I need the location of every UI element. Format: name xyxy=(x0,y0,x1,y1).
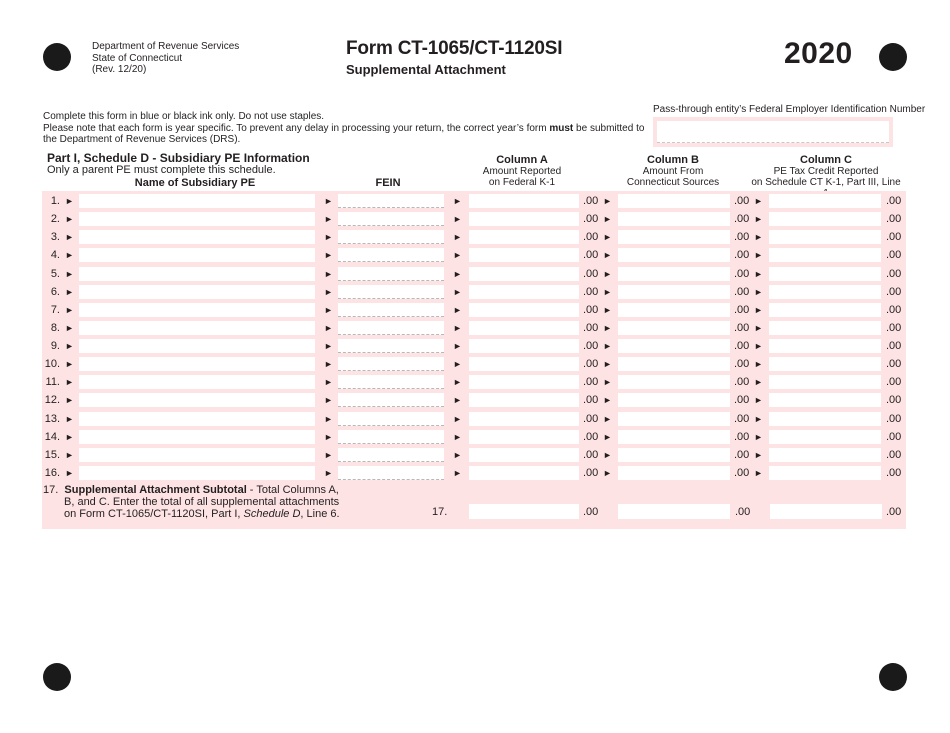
arrow-icon: ► xyxy=(65,269,74,279)
tax-year: 2020 xyxy=(784,37,853,70)
row-number: 3. xyxy=(50,231,60,243)
column-a-input[interactable] xyxy=(469,393,579,407)
row-number: 7. xyxy=(50,304,60,316)
registration-mark-top-right xyxy=(879,43,907,71)
arrow-icon: ► xyxy=(453,432,462,442)
column-c-input[interactable] xyxy=(769,303,881,317)
column-a-input[interactable] xyxy=(469,430,579,444)
arrow-icon: ► xyxy=(754,323,763,333)
dept-line: Department of Revenue Services xyxy=(92,41,240,52)
arrow-icon: ► xyxy=(603,450,612,460)
arrow-icon: ► xyxy=(324,323,333,333)
registration-mark-bottom-right xyxy=(879,663,907,691)
arrow-icon: ► xyxy=(324,377,333,387)
column-b-input[interactable] xyxy=(618,194,730,208)
row-number: 10. xyxy=(44,358,60,370)
column-b-cents: .00 xyxy=(734,431,750,443)
column-a-input[interactable] xyxy=(469,466,579,480)
form-title: Form CT-1065/CT-1120SI xyxy=(346,38,563,59)
column-a-input[interactable] xyxy=(469,448,579,462)
arrow-icon: ► xyxy=(754,468,763,478)
column-a-input[interactable] xyxy=(469,303,579,317)
arrow-icon: ► xyxy=(754,196,763,206)
column-a-cents: .00 xyxy=(583,304,599,316)
dept-line: State of Connecticut xyxy=(92,52,183,64)
column-c-cents: .00 xyxy=(886,449,902,461)
arrow-icon: ► xyxy=(603,359,612,369)
column-b-input[interactable] xyxy=(618,448,730,462)
subsidiary-fein-input[interactable] xyxy=(338,448,444,462)
arrow-icon: ► xyxy=(324,250,333,260)
row-number: 2. xyxy=(50,213,60,225)
registration-mark-bottom-left xyxy=(43,663,71,691)
column-b-input[interactable] xyxy=(618,303,730,317)
row-number: 9. xyxy=(50,340,60,352)
column-a-input[interactable] xyxy=(469,375,579,389)
subsidiary-fein-input[interactable] xyxy=(338,321,444,335)
column-a-cents: .00 xyxy=(583,376,599,388)
arrow-icon: ► xyxy=(603,414,612,424)
column-header-fein: FEIN xyxy=(375,177,401,189)
column-c-input[interactable] xyxy=(769,339,881,353)
column-a-input[interactable] xyxy=(469,339,579,353)
row-number: 15. xyxy=(44,449,60,461)
column-header-b: Column B Amount From Connecticut Sources xyxy=(626,154,720,188)
column-a-cents: .00 xyxy=(583,286,599,298)
subtotal-column-a-input[interactable] xyxy=(469,504,579,519)
arrow-icon: ► xyxy=(65,432,74,442)
arrow-icon: ► xyxy=(324,395,333,405)
column-b-input[interactable] xyxy=(618,393,730,407)
row-number: 4. xyxy=(50,249,60,261)
arrow-icon: ► xyxy=(603,305,612,315)
arrow-icon: ► xyxy=(65,359,74,369)
column-b-input[interactable] xyxy=(618,248,730,262)
column-c-input[interactable] xyxy=(769,248,881,262)
arrow-icon: ► xyxy=(603,287,612,297)
table-row xyxy=(42,265,906,283)
column-a-cents: .00 xyxy=(583,413,599,425)
table-row xyxy=(42,337,906,355)
arrow-icon: ► xyxy=(603,250,612,260)
table-row xyxy=(42,373,906,391)
row-number: 16. xyxy=(44,467,60,479)
arrow-icon: ► xyxy=(324,341,333,351)
column-header-a: Column A Amount Reported on Federal K-1 xyxy=(482,154,562,188)
arrow-icon: ► xyxy=(324,359,333,369)
arrow-icon: ► xyxy=(754,232,763,242)
arrow-icon: ► xyxy=(65,377,74,387)
column-b-input[interactable] xyxy=(618,430,730,444)
arrow-icon: ► xyxy=(324,468,333,478)
part-title: Part I, Schedule D - Subsidiary PE Information xyxy=(47,151,310,165)
arrow-icon: ► xyxy=(65,287,74,297)
arrow-icon: ► xyxy=(453,377,462,387)
column-b-input[interactable] xyxy=(618,412,730,426)
column-c-input[interactable] xyxy=(769,194,881,208)
column-a-cents: .00 xyxy=(583,322,599,334)
column-a-input[interactable] xyxy=(469,285,579,299)
column-c-cents: .00 xyxy=(886,376,902,388)
arrow-icon: ► xyxy=(65,341,74,351)
form-subtitle: Supplemental Attachment xyxy=(346,62,506,77)
column-b-cents: .00 xyxy=(734,467,750,479)
arrow-icon: ► xyxy=(324,214,333,224)
arrow-icon: ► xyxy=(65,214,74,224)
column-a-cents: .00 xyxy=(583,213,599,225)
row-number: 13. xyxy=(44,413,60,425)
column-c-cents: .00 xyxy=(886,286,902,298)
column-a-input[interactable] xyxy=(469,267,579,281)
arrow-icon: ► xyxy=(603,432,612,442)
table-row xyxy=(42,319,906,337)
table-row xyxy=(42,391,906,409)
column-b-input[interactable] xyxy=(618,285,730,299)
arrow-icon: ► xyxy=(754,432,763,442)
arrow-icon: ► xyxy=(603,377,612,387)
column-c-cents: .00 xyxy=(886,431,902,443)
arrow-icon: ► xyxy=(754,414,763,424)
arrow-icon: ► xyxy=(603,395,612,405)
arrow-icon: ► xyxy=(453,214,462,224)
arrow-icon: ► xyxy=(754,250,763,260)
column-a-cents: .00 xyxy=(583,231,599,243)
column-b-cents: .00 xyxy=(734,413,750,425)
instruction-line-2: Please note that each form is year specific. To prevent any delay in processing your return, the correct year’s form must be submitted to xyxy=(43,122,645,134)
row-number: 6. xyxy=(50,286,60,298)
column-c-input[interactable] xyxy=(769,285,881,299)
column-c-input[interactable] xyxy=(769,430,881,444)
column-b-input[interactable] xyxy=(618,230,730,244)
subsidiary-fein-input[interactable] xyxy=(338,466,444,480)
arrow-icon: ► xyxy=(603,341,612,351)
column-b-input[interactable] xyxy=(618,375,730,389)
table-row xyxy=(42,464,906,482)
arrow-icon: ► xyxy=(603,214,612,224)
column-c-cents: .00 xyxy=(886,413,902,425)
column-c-input[interactable] xyxy=(769,393,881,407)
subsidiary-name-input[interactable] xyxy=(79,285,315,299)
subsidiary-name-input[interactable] xyxy=(79,448,315,462)
column-c-input[interactable] xyxy=(769,230,881,244)
arrow-icon: ► xyxy=(65,305,74,315)
column-b-input[interactable] xyxy=(618,321,730,335)
subsidiary-fein-input[interactable] xyxy=(338,430,444,444)
column-a-cents: .00 xyxy=(583,268,599,280)
subsidiary-name-input[interactable] xyxy=(79,357,315,371)
table-row xyxy=(42,446,906,464)
column-c-cents: .00 xyxy=(886,268,902,280)
column-c-cents: .00 xyxy=(886,340,902,352)
subsidiary-fein-input[interactable] xyxy=(338,230,444,244)
arrow-icon: ► xyxy=(453,196,462,206)
column-a-cents: .00 xyxy=(583,431,599,443)
arrow-icon: ► xyxy=(453,359,462,369)
table-row xyxy=(42,228,906,246)
arrow-icon: ► xyxy=(65,468,74,478)
arrow-icon: ► xyxy=(754,341,763,351)
column-b-cents: .00 xyxy=(734,340,750,352)
column-a-cents: .00 xyxy=(583,195,599,207)
arrow-icon: ► xyxy=(65,232,74,242)
column-b-cents: .00 xyxy=(734,231,750,243)
arrow-icon: ► xyxy=(453,305,462,315)
entity-fein-label: Pass-through entity’s Federal Employer Identification Number xyxy=(653,104,926,115)
subtotal-column-b-input[interactable] xyxy=(618,504,730,519)
row-number: 1. xyxy=(50,195,60,207)
arrow-icon: ► xyxy=(324,196,333,206)
column-b-cents: .00 xyxy=(734,449,750,461)
column-b-input[interactable] xyxy=(618,357,730,371)
arrow-icon: ► xyxy=(754,214,763,224)
entity-fein-field[interactable] xyxy=(653,117,893,147)
arrow-icon: ► xyxy=(453,269,462,279)
subtotal-column-c-cents: .00 xyxy=(886,506,902,518)
arrow-icon: ► xyxy=(453,287,462,297)
row-number: 11. xyxy=(45,376,60,388)
arrow-icon: ► xyxy=(603,468,612,478)
column-c-cents: .00 xyxy=(886,213,902,225)
table-row xyxy=(42,192,906,210)
arrow-icon: ► xyxy=(65,196,74,206)
column-c-cents: .00 xyxy=(886,304,902,316)
dept-line: (Rev. 12/20) xyxy=(92,64,147,75)
column-a-cents: .00 xyxy=(583,358,599,370)
arrow-icon: ► xyxy=(453,232,462,242)
subsidiary-fein-input[interactable] xyxy=(338,248,444,262)
column-a-input[interactable] xyxy=(469,321,579,335)
arrow-icon: ► xyxy=(754,305,763,315)
subsidiary-fein-input[interactable] xyxy=(338,412,444,426)
column-a-input[interactable] xyxy=(469,357,579,371)
table-row xyxy=(42,283,906,301)
column-b-cents: .00 xyxy=(734,249,750,261)
department-block xyxy=(92,41,239,76)
arrow-icon: ► xyxy=(324,232,333,242)
column-c-input[interactable] xyxy=(769,267,881,281)
column-b-cents: .00 xyxy=(734,394,750,406)
column-b-input[interactable] xyxy=(618,339,730,353)
column-header-c: Column C PE Tax Credit Reported on Schedule CT K-1, Part III, Line xyxy=(751,154,901,188)
column-c-input[interactable] xyxy=(769,448,881,462)
subsidiary-name-input[interactable] xyxy=(79,412,315,426)
subsidiary-name-input[interactable] xyxy=(79,466,315,480)
registration-mark-top-left xyxy=(43,43,71,71)
column-c-cents: .00 xyxy=(886,231,902,243)
arrow-icon: ► xyxy=(324,432,333,442)
column-b-input[interactable] xyxy=(618,212,730,226)
subtotal-ref-number: 17. xyxy=(432,506,448,518)
column-b-input[interactable] xyxy=(618,267,730,281)
column-c-cents: .00 xyxy=(886,249,902,261)
subsidiary-name-input[interactable] xyxy=(79,303,315,317)
subsidiary-fein-input[interactable] xyxy=(338,303,444,317)
column-c-input[interactable] xyxy=(769,412,881,426)
subsidiary-fein-input[interactable] xyxy=(338,194,444,208)
column-a-input[interactable] xyxy=(469,412,579,426)
arrow-icon: ► xyxy=(65,395,74,405)
subsidiary-fein-input[interactable] xyxy=(338,339,444,353)
entity-fein-input[interactable] xyxy=(657,121,889,143)
table-row xyxy=(42,246,906,264)
column-b-cents: .00 xyxy=(734,358,750,370)
row-number: 8. xyxy=(50,322,60,334)
arrow-icon: ► xyxy=(453,341,462,351)
instructions xyxy=(43,111,644,146)
column-header-name: Name of Subsidiary PE xyxy=(134,177,256,189)
column-a-input[interactable] xyxy=(469,248,579,262)
arrow-icon: ► xyxy=(603,269,612,279)
instruction-line-3: the Department of Revenue Services (DRS). xyxy=(43,134,241,145)
column-b-cents: .00 xyxy=(734,304,750,316)
table-row xyxy=(42,410,906,428)
table-row xyxy=(42,301,906,319)
column-a-input[interactable] xyxy=(469,212,579,226)
arrow-icon: ► xyxy=(65,323,74,333)
subsidiary-name-input[interactable] xyxy=(79,321,315,335)
arrow-icon: ► xyxy=(324,305,333,315)
subsidiary-name-input[interactable] xyxy=(79,267,315,281)
arrow-icon: ► xyxy=(453,450,462,460)
column-a-cents: .00 xyxy=(583,467,599,479)
row-number: 12. xyxy=(44,394,60,406)
column-c-cents: .00 xyxy=(886,394,902,406)
arrow-icon: ► xyxy=(754,269,763,279)
subsidiary-name-input[interactable] xyxy=(79,212,315,226)
row-number: 14. xyxy=(44,431,60,443)
column-c-input[interactable] xyxy=(769,357,881,371)
subsidiary-name-input[interactable] xyxy=(79,393,315,407)
arrow-icon: ► xyxy=(603,196,612,206)
subtotal-column-c-input[interactable] xyxy=(770,504,882,519)
column-c-cents: .00 xyxy=(886,467,902,479)
subsidiary-name-input[interactable] xyxy=(79,194,315,208)
subsidiary-fein-input[interactable] xyxy=(338,357,444,371)
arrow-icon: ► xyxy=(65,450,74,460)
arrow-icon: ► xyxy=(453,250,462,260)
arrow-icon: ► xyxy=(324,414,333,424)
subtotal-column-a-cents: .00 xyxy=(583,506,599,518)
table-row xyxy=(42,428,906,446)
arrow-icon: ► xyxy=(603,323,612,333)
part-note: Only a parent PE must complete this schedule. xyxy=(47,164,276,176)
arrow-icon: ► xyxy=(603,232,612,242)
subtotal-label: 17. Supplemental Attachment Subtotal - Total Columns A, B, and C. Enter the total of all supplemental attachments on Form CT-1065/CT-1120SI, Part I, Schedule D, Line 6. xyxy=(43,484,340,520)
subsidiary-fein-input[interactable] xyxy=(338,267,444,281)
column-a-cents: .00 xyxy=(583,249,599,261)
arrow-icon: ► xyxy=(453,323,462,333)
column-c-input[interactable] xyxy=(769,212,881,226)
column-c-cents: .00 xyxy=(886,322,902,334)
column-a-input[interactable] xyxy=(469,230,579,244)
arrow-icon: ► xyxy=(65,250,74,260)
arrow-icon: ► xyxy=(324,450,333,460)
subsidiary-name-input[interactable] xyxy=(79,375,315,389)
arrow-icon: ► xyxy=(754,287,763,297)
subsidiary-name-input[interactable] xyxy=(79,230,315,244)
subsidiary-fein-input[interactable] xyxy=(338,212,444,226)
arrow-icon: ► xyxy=(754,359,763,369)
column-b-cents: .00 xyxy=(734,376,750,388)
column-c-cents: .00 xyxy=(886,358,902,370)
column-c-input[interactable] xyxy=(769,375,881,389)
subsidiary-fein-input[interactable] xyxy=(338,393,444,407)
arrow-icon: ► xyxy=(65,414,74,424)
column-a-cents: .00 xyxy=(583,340,599,352)
column-b-cents: .00 xyxy=(734,322,750,334)
arrow-icon: ► xyxy=(324,287,333,297)
arrow-icon: ► xyxy=(754,377,763,387)
arrow-icon: ► xyxy=(453,468,462,478)
column-b-cents: .00 xyxy=(734,195,750,207)
column-c-cents: .00 xyxy=(886,195,902,207)
row-number: 5. xyxy=(50,268,60,280)
column-a-input[interactable] xyxy=(469,194,579,208)
subsidiary-name-input[interactable] xyxy=(79,248,315,262)
column-b-cents: .00 xyxy=(734,213,750,225)
arrow-icon: ► xyxy=(453,395,462,405)
arrow-icon: ► xyxy=(453,414,462,424)
column-b-cents: .00 xyxy=(734,268,750,280)
column-b-input[interactable] xyxy=(618,466,730,480)
column-c-input[interactable] xyxy=(769,466,881,480)
subsidiary-fein-input[interactable] xyxy=(338,375,444,389)
instruction-line-1: Complete this form in blue or black ink only. Do not use staples. xyxy=(43,111,325,122)
subsidiary-name-input[interactable] xyxy=(79,339,315,353)
column-c-input[interactable] xyxy=(769,321,881,335)
arrow-icon: ► xyxy=(324,269,333,279)
subtotal-column-b-cents: .00 xyxy=(735,506,751,518)
table-row xyxy=(42,355,906,373)
table-row xyxy=(42,210,906,228)
column-b-cents: .00 xyxy=(734,286,750,298)
arrow-icon: ► xyxy=(754,395,763,405)
subsidiary-fein-input[interactable] xyxy=(338,285,444,299)
subsidiary-name-input[interactable] xyxy=(79,430,315,444)
column-a-cents: .00 xyxy=(583,394,599,406)
column-a-cents: .00 xyxy=(583,449,599,461)
arrow-icon: ► xyxy=(754,450,763,460)
